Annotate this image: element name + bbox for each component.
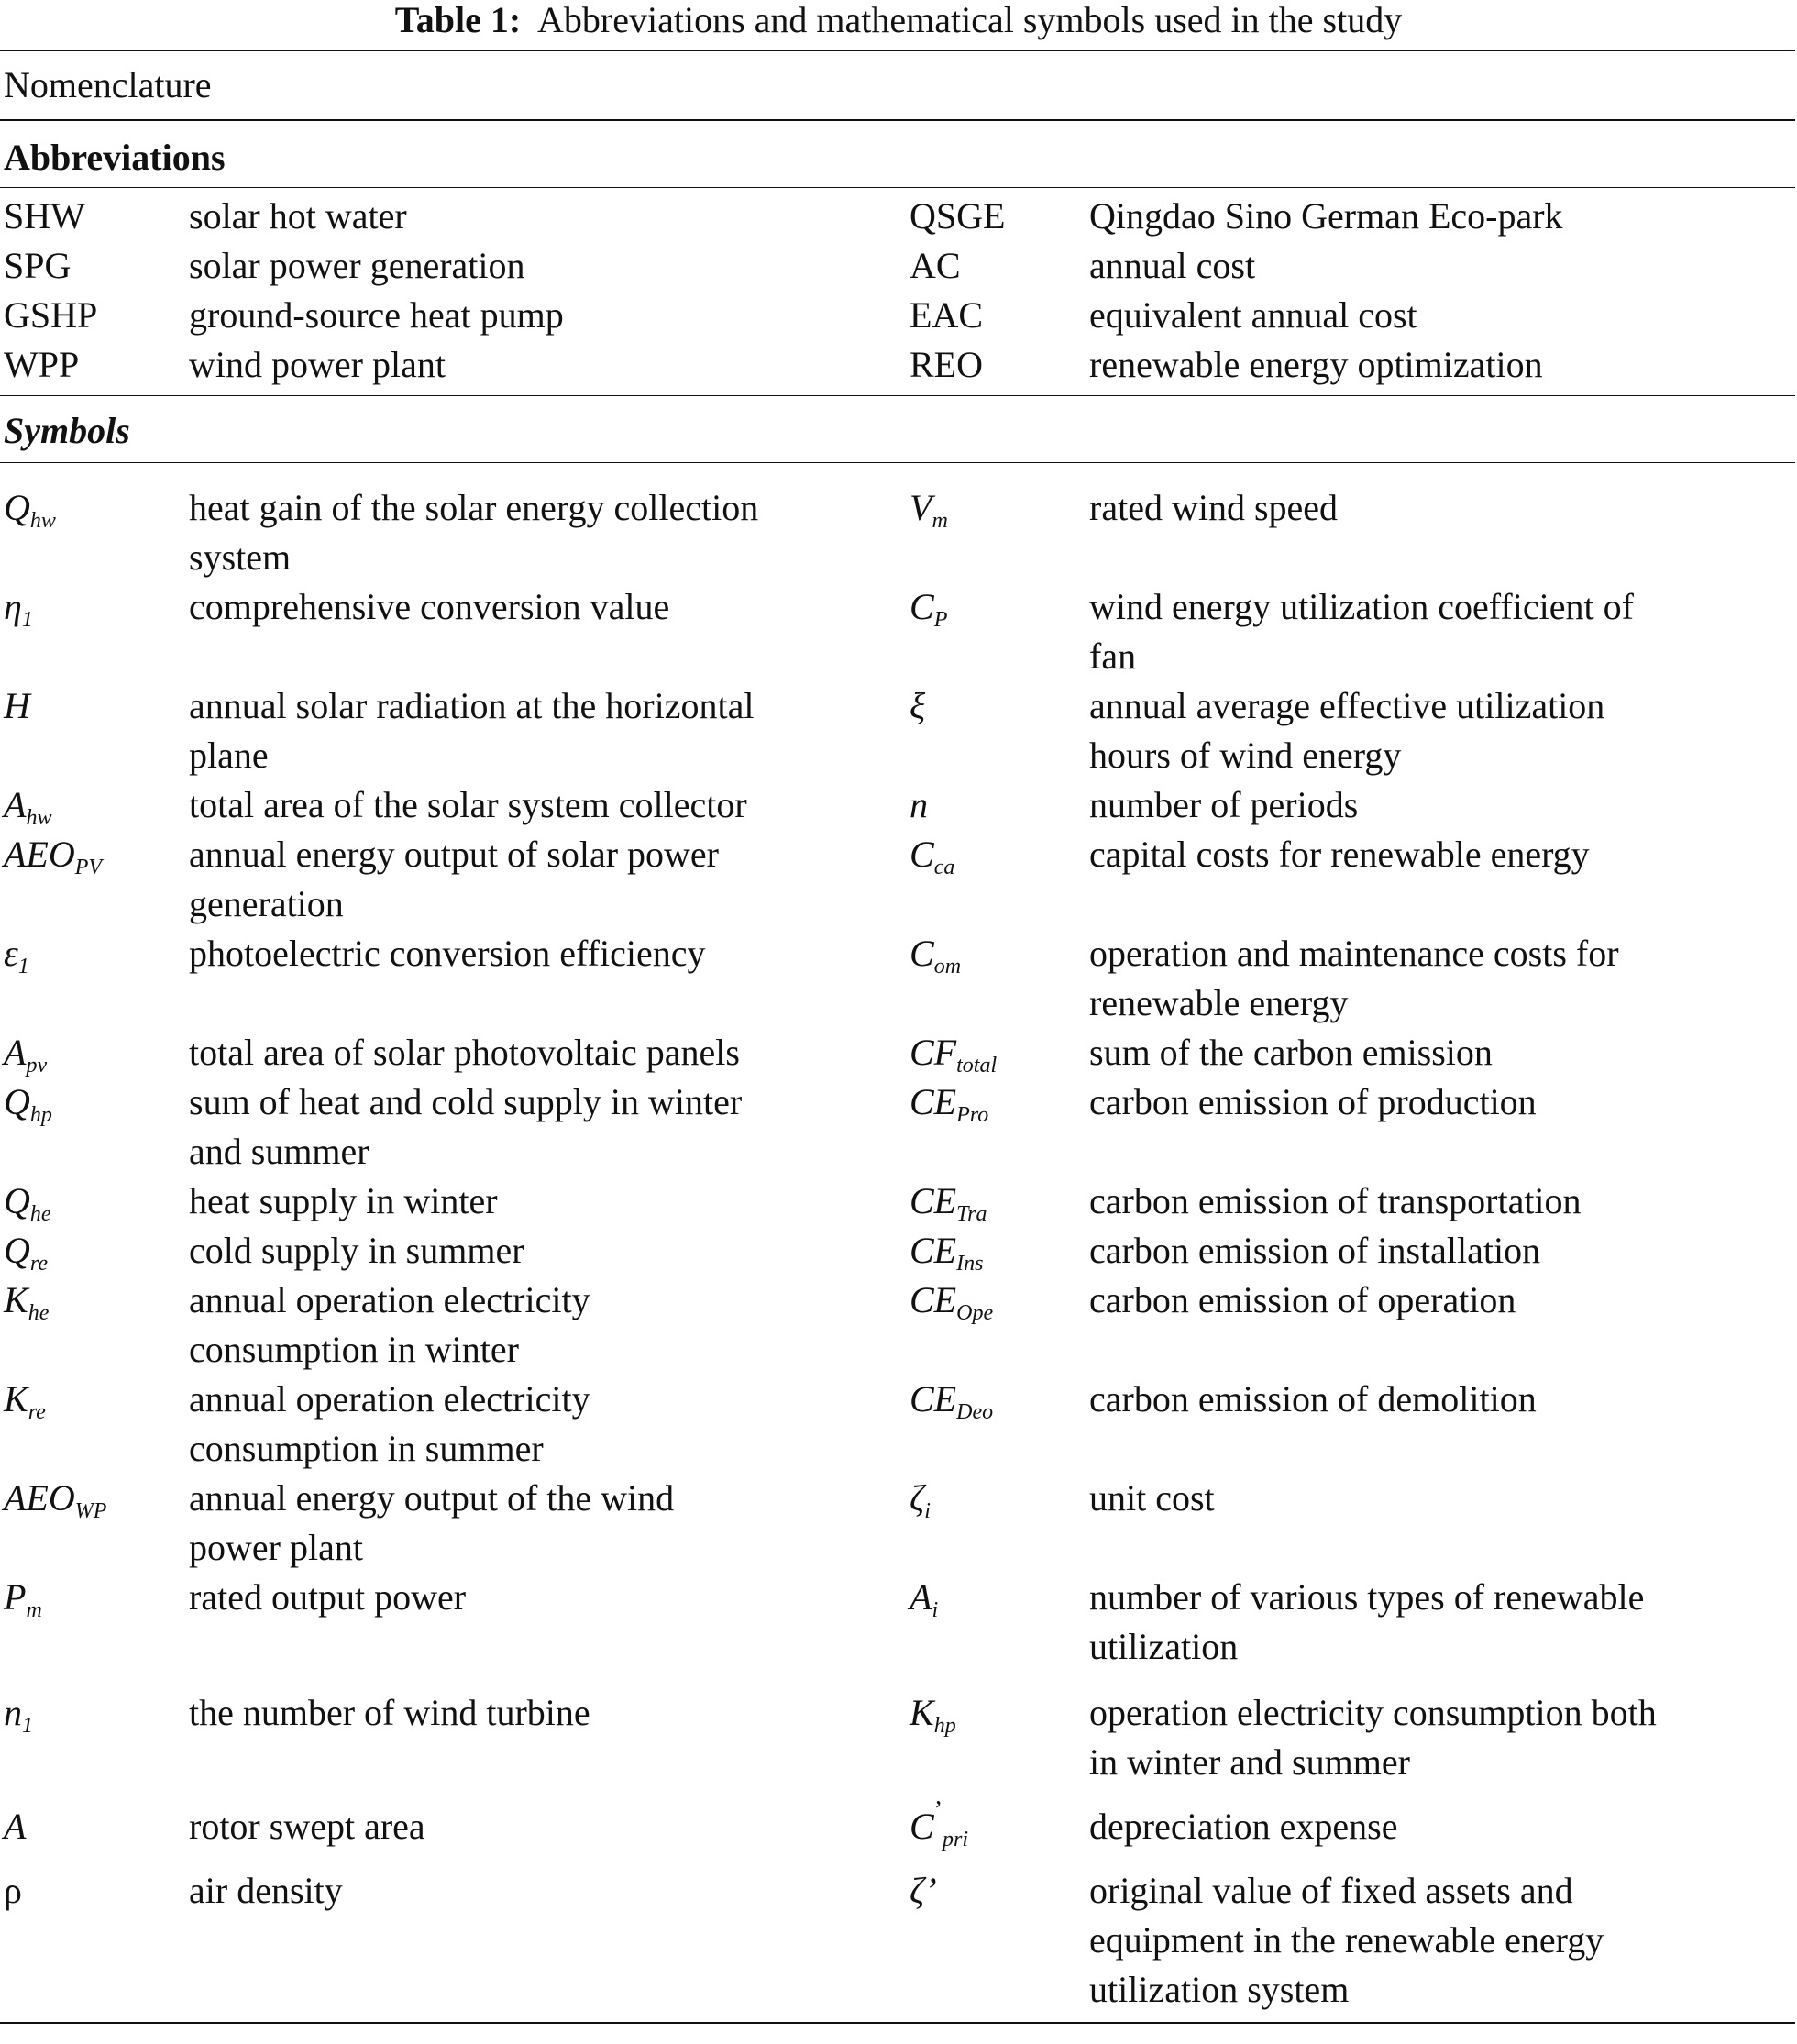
definition-line: capital costs for renewable energy <box>1089 834 1590 875</box>
abbreviation-definition: ground-source heat pump <box>189 294 564 336</box>
abbreviation-row <box>0 291 1797 340</box>
symbol-base: V <box>910 487 932 528</box>
symbol-subscript: m <box>26 1598 42 1622</box>
symbol-row <box>0 483 1797 582</box>
symbol-base: C <box>910 586 934 627</box>
symbol-subscript: Ope <box>956 1301 994 1325</box>
symbol-base: A <box>910 1576 932 1618</box>
abbreviation-term: EAC <box>910 294 983 336</box>
symbol-base: ρ <box>4 1870 22 1911</box>
symbol-definition <box>189 1688 910 1787</box>
symbol-definition <box>189 483 910 582</box>
symbol-base: C <box>910 834 934 875</box>
abbreviation-row <box>0 192 1797 241</box>
table-caption <box>0 0 1797 40</box>
definition-line: rotor swept area <box>189 1806 425 1847</box>
definition-line: utilization system <box>1089 1969 1350 2010</box>
symbol <box>910 929 1089 1028</box>
symbol <box>0 582 189 681</box>
symbol-definition <box>189 1077 910 1177</box>
symbol-definition <box>189 582 910 681</box>
definition-line: carbon emission of demolition <box>1089 1378 1537 1420</box>
abbreviation-term: SPG <box>4 245 72 286</box>
symbol-base: CF <box>910 1032 957 1073</box>
symbol <box>910 582 1089 681</box>
definition-line: operation and maintenance costs for <box>1089 933 1619 974</box>
symbol-definition <box>189 780 910 830</box>
definition-line: depreciation expense <box>1089 1806 1398 1847</box>
abbreviation-definition: renewable energy optimization <box>1089 344 1543 385</box>
symbol <box>0 483 189 582</box>
symbol-subscript: m <box>932 509 948 533</box>
symbol-subscript: hp <box>933 1714 956 1738</box>
symbol-definition <box>1089 1375 1786 1474</box>
symbol <box>0 1866 189 2015</box>
abbreviation-term: REO <box>910 344 983 385</box>
definition-line: the number of wind turbine <box>189 1692 590 1733</box>
symbol-row <box>0 1474 1797 1573</box>
symbol-row <box>0 1866 1797 2015</box>
symbol <box>910 1077 1089 1177</box>
symbol-subscript: P <box>933 608 948 632</box>
symbol <box>910 1375 1089 1474</box>
symbol-definition <box>1089 1276 1786 1375</box>
definition-line: carbon emission of transportation <box>1089 1180 1582 1221</box>
symbol-subscript: re <box>29 1252 48 1276</box>
symbol-base: P <box>4 1576 27 1618</box>
definition-line: annual solar radiation at the horizontal <box>189 685 755 726</box>
symbol-row <box>0 1226 1797 1276</box>
symbol-subscript: pri <box>943 1828 969 1851</box>
abbreviation-row <box>0 241 1797 291</box>
symbol-subscript: 1 <box>22 1714 33 1738</box>
definition-line: fan <box>1089 635 1137 677</box>
abbreviation-definition: annual cost <box>1089 245 1256 286</box>
symbol-base: ζ’ <box>910 1870 937 1911</box>
symbol-definition <box>1089 582 1786 681</box>
caption-text: Abbreviations and mathematical symbols used in the study <box>537 0 1403 40</box>
symbol <box>910 1573 1089 1672</box>
symbol-subscript: he <box>29 1202 51 1226</box>
symbol-base: K <box>4 1279 28 1320</box>
symbol-definition <box>1089 1474 1786 1573</box>
symbol-subscript: 1 <box>17 955 29 978</box>
symbol-base: η <box>4 586 22 627</box>
definition-line: total area of the solar system collector <box>189 784 747 825</box>
abbreviation-definition: Qingdao Sino German Eco-park <box>1089 195 1563 237</box>
symbol <box>0 1802 189 1851</box>
symbol <box>910 1226 1089 1276</box>
symbol-base: Q <box>4 1081 30 1122</box>
symbol-subscript: hp <box>29 1103 52 1127</box>
symbol-base: CE <box>910 1378 957 1420</box>
definition-line: system <box>189 536 292 578</box>
abbreviation-definition: wind power plant <box>189 344 446 385</box>
definition-line: power plant <box>189 1527 363 1568</box>
symbol-definition <box>1089 483 1786 582</box>
symbol-base: CE <box>910 1279 957 1320</box>
symbol-definition <box>189 1474 910 1573</box>
symbol-row <box>0 582 1797 681</box>
caption-label: Table 1: <box>394 0 522 40</box>
symbol <box>910 1028 1089 1077</box>
symbols-body <box>0 463 1797 2022</box>
definition-line: photoelectric conversion efficiency <box>189 933 706 974</box>
symbol-base: K <box>910 1692 934 1733</box>
definition-line: sum of the carbon emission <box>1089 1032 1493 1073</box>
definition-line: cold supply in summer <box>189 1230 524 1271</box>
symbol-base: Q <box>4 1180 30 1221</box>
symbol-definition <box>1089 1866 1786 2015</box>
symbol-base: AEO <box>4 1477 75 1519</box>
definition-line: consumption in summer <box>189 1428 544 1469</box>
symbol <box>910 1474 1089 1573</box>
symbol <box>910 1866 1089 2015</box>
symbol <box>910 780 1089 830</box>
symbol-definition <box>189 1226 910 1276</box>
nomenclature-table <box>0 50 1797 2024</box>
definition-line: number of various types of renewable <box>1089 1576 1645 1618</box>
symbol-subscript: re <box>28 1400 46 1424</box>
bottom-rule <box>0 2022 1795 2024</box>
symbol-definition <box>1089 1226 1786 1276</box>
symbol-row <box>0 1796 1797 1851</box>
symbol-row <box>0 830 1797 929</box>
definition-line: original value of fixed assets and <box>1089 1870 1573 1911</box>
symbol-base: K <box>4 1378 28 1420</box>
definition-line: heat supply in winter <box>189 1180 498 1221</box>
definition-line: and summer <box>189 1131 369 1172</box>
definition-line: annual average effective utilization <box>1089 685 1605 726</box>
symbol-subscript: Pro <box>956 1103 989 1127</box>
symbol-definition <box>189 1028 910 1077</box>
symbol-row <box>0 1688 1797 1787</box>
definition-line: utilization <box>1089 1626 1239 1667</box>
symbol-row <box>0 1276 1797 1375</box>
definition-line: number of periods <box>1089 784 1359 825</box>
symbol <box>910 483 1089 582</box>
definition-line: annual energy output of the wind <box>189 1477 675 1519</box>
definition-line: in winter and summer <box>1089 1741 1410 1783</box>
symbol-base: Q <box>4 487 30 528</box>
symbol-definition <box>189 1177 910 1226</box>
definition-line: rated wind speed <box>1089 487 1339 528</box>
symbol-subscript: ca <box>933 856 955 879</box>
symbol-base: ξ <box>910 685 926 726</box>
definition-line: carbon emission of installation <box>1089 1230 1541 1271</box>
abbreviation-term: AC <box>910 245 961 286</box>
symbol-base: n <box>4 1692 22 1733</box>
symbol-definition <box>189 1573 910 1672</box>
abbreviation-definition: solar hot water <box>189 195 407 237</box>
abbreviations-heading: Abbreviations <box>4 137 226 178</box>
symbol-definition <box>1089 681 1786 780</box>
symbol-definition <box>189 830 910 929</box>
symbol-base: AEO <box>4 834 75 875</box>
symbol-definition <box>1089 1077 1786 1177</box>
definition-line: rated output power <box>189 1576 467 1618</box>
symbol-definition <box>189 1802 910 1851</box>
abbreviation-definition: equivalent annual cost <box>1089 294 1417 336</box>
definition-line: annual operation electricity <box>189 1279 590 1320</box>
symbol-base: H <box>4 685 30 726</box>
definition-line: wind energy utilization coefficient of <box>1089 586 1634 627</box>
symbol-row <box>0 929 1797 1028</box>
abbreviation-definition: solar power generation <box>189 245 525 286</box>
definition-line: total area of solar photovoltaic panels <box>189 1032 740 1073</box>
symbol-superscript: ’ <box>933 1796 943 1825</box>
definition-line: plane <box>189 735 269 776</box>
symbol-subscript: i <box>924 1499 931 1523</box>
symbol-base: C <box>910 933 934 974</box>
symbol <box>910 1688 1089 1787</box>
abbreviation-term: QSGE <box>910 195 1006 237</box>
abbreviations-body <box>0 188 1797 395</box>
symbol-definition <box>1089 830 1786 929</box>
symbol-base: CE <box>910 1180 957 1221</box>
symbol-base: A <box>4 1806 27 1847</box>
definition-line: carbon emission of operation <box>1089 1279 1516 1320</box>
symbol <box>0 1474 189 1573</box>
definition-line: hours of wind energy <box>1089 735 1402 776</box>
symbol-definition <box>189 929 910 1028</box>
definition-line: heat gain of the solar energy collection <box>189 487 759 528</box>
symbol-base: ζ <box>910 1477 925 1519</box>
symbol-base: CE <box>910 1230 957 1271</box>
symbol-row <box>0 1375 1797 1474</box>
symbol-definition <box>189 1866 910 2015</box>
symbol-base: C <box>910 1806 934 1847</box>
symbol-definition <box>1089 1688 1786 1787</box>
symbol-row <box>0 1177 1797 1226</box>
symbol <box>910 1177 1089 1226</box>
symbol-subscript: Deo <box>956 1400 994 1424</box>
symbol <box>910 830 1089 929</box>
symbol-row <box>0 1573 1797 1672</box>
symbols-heading: Symbols <box>4 410 130 451</box>
definition-line: air density <box>189 1870 343 1911</box>
symbol-subscript: total <box>956 1054 998 1077</box>
symbol-subscript: i <box>932 1598 939 1622</box>
symbol-subscript: Tra <box>956 1202 987 1226</box>
symbol-definition <box>1089 1028 1786 1077</box>
symbol-subscript: om <box>933 955 962 978</box>
symbol-subscript: hw <box>29 509 56 533</box>
symbol <box>0 780 189 830</box>
symbol-base: n <box>910 784 928 825</box>
symbol <box>0 1028 189 1077</box>
symbol-base: CE <box>910 1081 957 1122</box>
symbol <box>0 929 189 1028</box>
definition-line: annual operation electricity <box>189 1378 590 1420</box>
symbol-subscript: hw <box>26 806 52 830</box>
definition-line: generation <box>189 883 344 924</box>
symbol-row <box>0 681 1797 780</box>
nomenclature-heading: Nomenclature <box>4 64 212 105</box>
symbol <box>0 1177 189 1226</box>
symbol-subscript: Ins <box>956 1252 984 1276</box>
symbol-base: ε <box>4 933 18 974</box>
symbol <box>0 1573 189 1672</box>
abbreviation-term: WPP <box>4 344 80 385</box>
symbol <box>910 1276 1089 1375</box>
symbol-subscript: pv <box>26 1054 48 1077</box>
definition-line: carbon emission of production <box>1089 1081 1537 1122</box>
symbol-base: Q <box>4 1230 30 1271</box>
symbol-definition <box>1089 1177 1786 1226</box>
symbol-subscript: 1 <box>21 608 33 632</box>
symbol <box>0 1688 189 1787</box>
definition-line: annual energy output of solar power <box>189 834 719 875</box>
symbol <box>910 681 1089 780</box>
symbol-definition <box>189 1375 910 1474</box>
symbol <box>0 1226 189 1276</box>
symbol-definition <box>189 681 910 780</box>
symbol-row <box>0 780 1797 830</box>
definition-line: equipment in the renewable energy <box>1089 1919 1604 1961</box>
definition-line: unit cost <box>1089 1477 1215 1519</box>
definition-line: renewable energy <box>1089 982 1349 1023</box>
symbol-base: A <box>4 784 27 825</box>
definition-line: operation electricity consumption both <box>1089 1692 1657 1733</box>
abbreviation-row <box>0 340 1797 390</box>
symbol-subscript: PV <box>74 856 103 879</box>
symbol <box>0 830 189 929</box>
symbol-subscript: WP <box>74 1499 107 1523</box>
symbol <box>0 681 189 780</box>
symbol-row <box>0 1077 1797 1177</box>
symbol-definition <box>189 1276 910 1375</box>
definition-line: consumption in winter <box>189 1329 519 1370</box>
symbol <box>0 1375 189 1474</box>
definition-line: sum of heat and cold supply in winter <box>189 1081 743 1122</box>
symbol-subscript: he <box>28 1301 50 1325</box>
symbol <box>910 1796 1089 1851</box>
symbol-definition <box>1089 1802 1786 1851</box>
symbol <box>0 1077 189 1177</box>
symbol <box>0 1276 189 1375</box>
symbol-base: A <box>4 1032 27 1073</box>
symbol-definition <box>1089 929 1786 1028</box>
symbol-definition <box>1089 1573 1786 1672</box>
abbreviation-term: GSHP <box>4 294 98 336</box>
abbreviation-term: SHW <box>4 195 85 237</box>
definition-line: comprehensive conversion value <box>189 586 670 627</box>
symbol-row <box>0 1028 1797 1077</box>
symbol-definition <box>1089 780 1786 830</box>
